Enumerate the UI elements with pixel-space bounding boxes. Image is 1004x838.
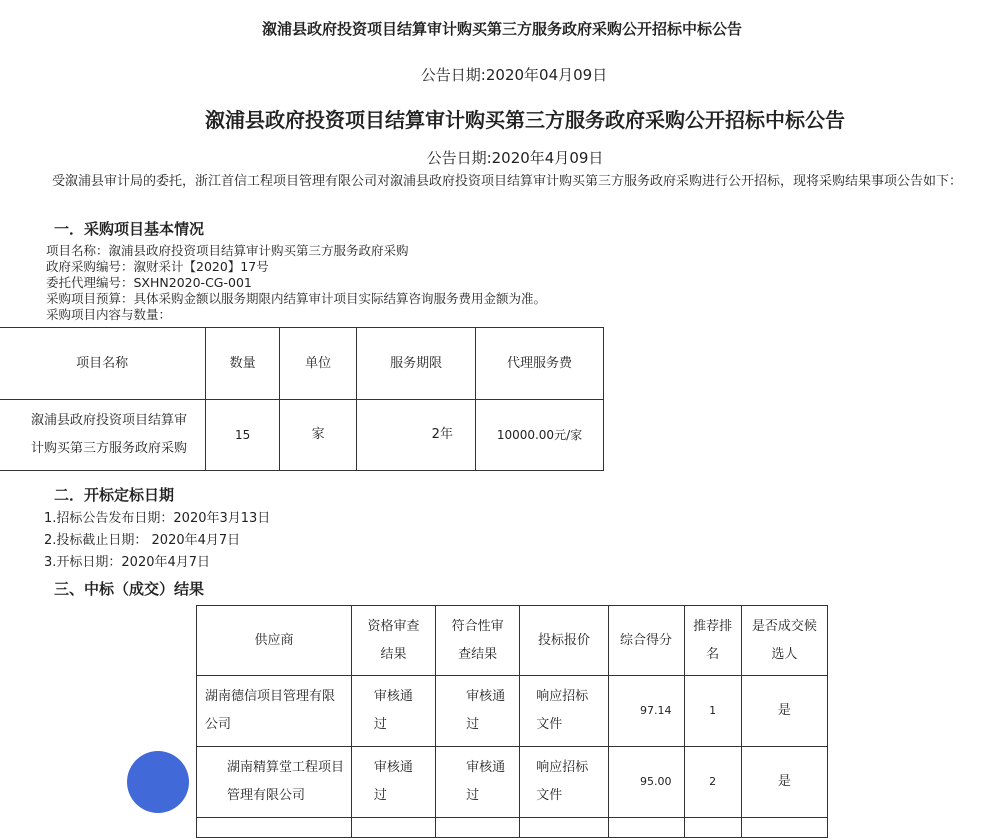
page-header-title: 溆浦县政府投资项目结算审计购买第三方服务政府采购公开招标中标公告 — [261, 20, 742, 38]
list-item: 2.投标截止日期： 2020年4月7日 — [44, 533, 241, 548]
table-cell — [608, 818, 684, 838]
table-cell — [351, 818, 435, 838]
cell-bid: 响应招标文件 — [520, 747, 608, 818]
header-cell: 推荐排名 — [684, 606, 741, 676]
cell-bid: 响应招标文件 — [520, 676, 608, 747]
cell-unit: 家 — [280, 400, 357, 471]
header-cell: 是否成交候选人 — [741, 606, 827, 676]
field-budget: 采购项目预算：具体采购金额以服务期限内结算审计项目实际结算咨询服务费用金额为准。 — [46, 291, 547, 306]
table-cell — [741, 818, 827, 838]
header-cell: 综合得分 — [608, 606, 684, 676]
header-cell: 服务期限 — [357, 328, 476, 400]
header-cell: 代理服务费 — [475, 328, 603, 400]
cell-period: 2年 — [357, 400, 476, 471]
cell-score: 97.14 — [608, 676, 684, 747]
list-item: 1.招标公告发布日期：2020年3月13日 — [44, 511, 271, 526]
table-row — [0, 400, 604, 471]
cell-compliance: 审核通过 — [436, 676, 520, 747]
intro-paragraph: 受溆浦县审计局的委托，浙江首信工程项目管理有限公司对溆浦县政府投资项目结算审计购买第三方服务政府采购进行公开招标，现将采购结果事项公告如下： — [52, 174, 963, 189]
field-project-name: 项目名称：溆浦县政府投资项目结算审计购买第三方服务政府采购 — [46, 243, 409, 258]
cell-score: 95.00 — [608, 747, 684, 818]
header-cell: 单位 — [280, 328, 357, 400]
table-cell — [197, 818, 352, 838]
section2-heading: 二．开标定标日期 — [54, 486, 175, 504]
cell-qualification: 审核通过 — [351, 676, 435, 747]
header-cell: 项目名称 — [0, 328, 206, 400]
list-item: 3.开标日期：2020年4月7日 — [44, 555, 211, 570]
cell-project-name: 溆浦县政府投资项目结算审计购买第三方服务政府采购 — [0, 400, 206, 471]
section1-heading: 一．采购项目基本情况 — [54, 220, 205, 238]
section3-heading: 三、中标（成交）结果 — [54, 580, 205, 598]
header-cell: 数量 — [206, 328, 280, 400]
table-row — [197, 676, 828, 747]
cell-candidate: 是 — [741, 747, 827, 818]
header-cell: 投标报价 — [520, 606, 608, 676]
table-header-row — [197, 606, 828, 676]
header-cell: 符合性审查结果 — [436, 606, 520, 676]
cell-supplier: 湖南精算堂工程项目管理有限公司 — [197, 747, 352, 818]
field-procurement-no: 政府采购编号：溆财采计【2020】17号 — [46, 259, 269, 274]
cell-compliance: 审核通过 — [436, 747, 520, 818]
field-agency-no: 委托代理编号：SXHN2020-CG-001 — [46, 275, 252, 290]
table-row — [197, 747, 828, 818]
project-table — [0, 327, 604, 471]
floating-action-button[interactable] — [127, 751, 189, 813]
article-title: 溆浦县政府投资项目结算审计购买第三方服务政府采购公开招标中标公告 — [205, 108, 845, 132]
cell-candidate: 是 — [741, 676, 827, 747]
header-cell: 供应商 — [197, 606, 352, 676]
table-row — [197, 818, 828, 838]
field-content: 采购项目内容与数量： — [46, 307, 172, 322]
cell-quantity: 15 — [206, 400, 280, 471]
table-cell — [436, 818, 520, 838]
cell-rank: 2 — [684, 747, 741, 818]
cell-fee: 10000.00元/家 — [475, 400, 603, 471]
table-cell — [520, 818, 608, 838]
table-header-row — [0, 328, 604, 400]
cell-supplier: 湖南德信项目管理有限公司 — [197, 676, 352, 747]
page-header-date: 公告日期:2020年04月09日 — [420, 66, 608, 84]
results-table — [196, 605, 828, 838]
cell-qualification: 审核通过 — [351, 747, 435, 818]
header-cell: 资格审查结果 — [351, 606, 435, 676]
cell-rank: 1 — [684, 676, 741, 747]
article-date: 公告日期:2020年4月09日 — [426, 149, 604, 167]
table-cell — [684, 818, 741, 838]
